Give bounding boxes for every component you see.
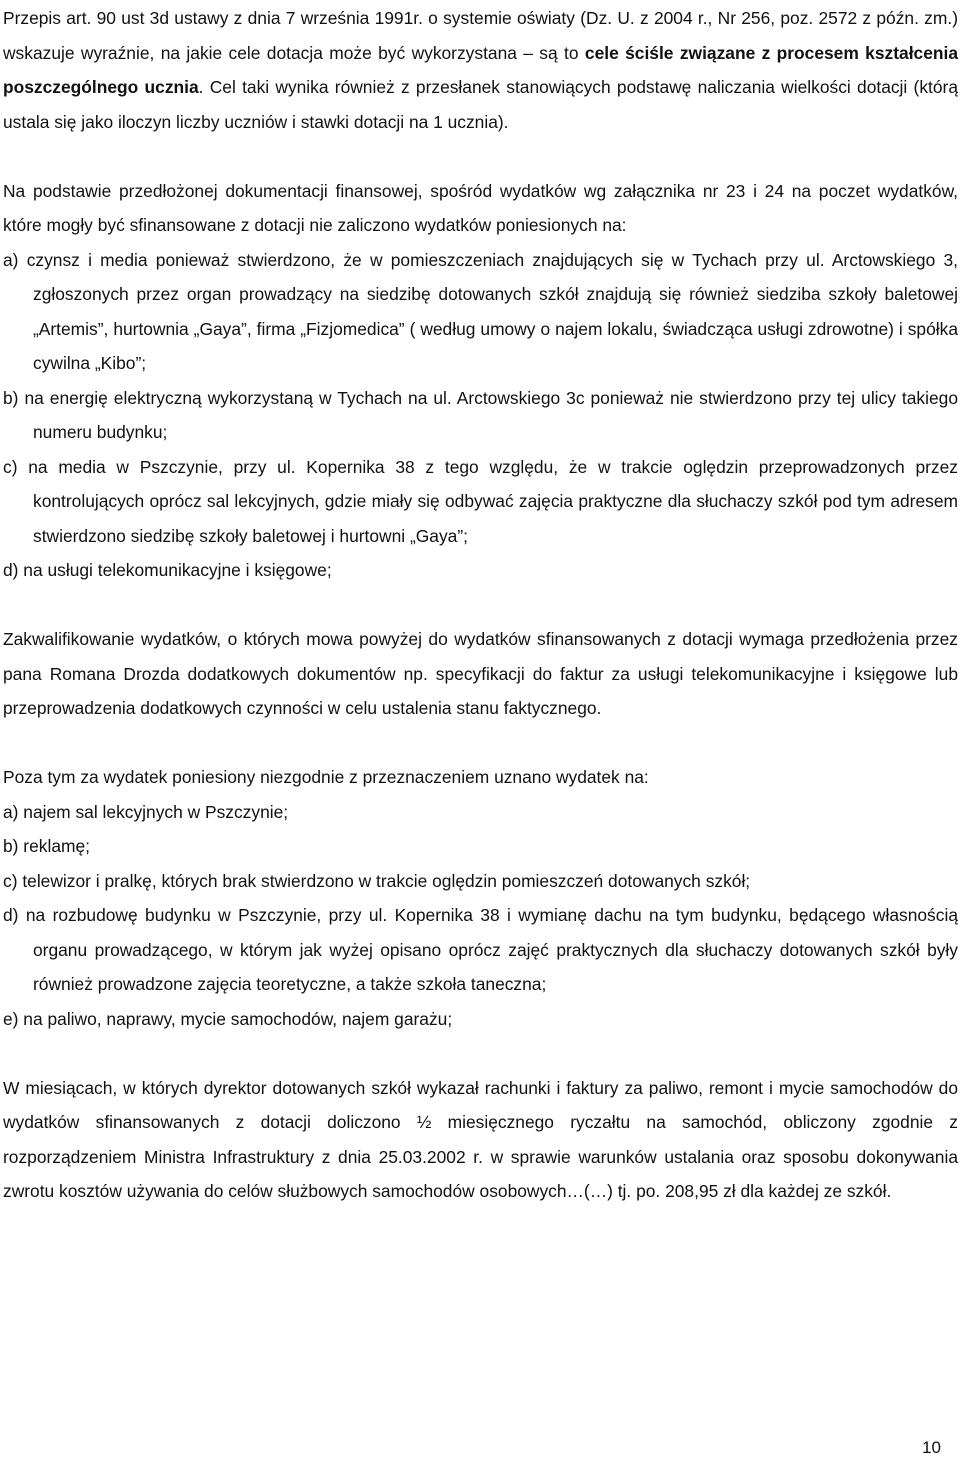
list-item: a) najem sal lekcyjnych w Pszczynie; — [3, 801, 289, 822]
paragraph-improper-expenses-intro: Poza tym za wydatek poniesiony niezgodnie z przeznaczeniem uznano wydatek na: — [3, 767, 649, 787]
page-number: 10 — [922, 1438, 941, 1457]
list-item: b) na energię elektryczną wykorzystaną w Tychach na ul. Arctowskiego 3c ponieważ nie stwierdzono przy tej ulicy takiego numeru budynku; — [3, 387, 958, 442]
paragraph-car-allowance: W miesiącach, w których dyrektor dotowanych szkół wykazał rachunki i faktury za paliwo, remont i mycie samochodów do wydatków sfinansowanych z dotacji doliczono ½ miesięcznego ryczałtu na samochód, obliczony zgodnie z rozporządzeniem Ministra Infrastruktury z dnia 25.03.2002 r. w sprawie warunków ustalania oraz sposobu dokonywania zwrotu kosztów używania do celów służbowych samochodów osobowych…(…) tj. po. 208,95 zł dla każdej ze szkół. — [3, 1077, 958, 1201]
list-improper-expenses — [3, 795, 958, 1037]
list-item: a) czynsz i media ponieważ stwierdzono, że w pomieszczeniach znajdujących się w Tychach przy ul. Arctowskiego 3, zgłoszonych przez organ prowadzący na siedzibę dotowanych szkół znajdują się również siedziba szkoły baletowej „Artemis”, hurtownia „Gaya”, firma „Fizjomedica” ( według umowy o najem lokalu, świadcząca usługi zdrowotne) i spółka cywilna „Kibo”; — [3, 249, 958, 373]
paragraph-excluded-expenses-intro: Na podstawie przedłożonej dokumentacji finansowej, spośród wydatków wg załącznika nr 23 i 24 na poczet wydatków, które mogły być sfinansowane z dotacji nie zaliczono wydatków poniesionych na: — [3, 180, 958, 235]
list-item: e) na paliwo, naprawy, mycie samochodów, najem garażu; — [3, 1008, 453, 1029]
list-item: b) reklamę; — [3, 836, 90, 856]
list-item: d) na usługi telekomunikacyjne i księgowe; — [3, 560, 332, 580]
paragraph-text: Przepis art. 90 ust 3d ustawy z dnia 7 września 1991r. o systemie oświaty (Dz. U. z 2004 r., Nr 256, poz. 2572 z późn. zm.) wskazuje wyraźnie, na jakie cele dotacja może być wykorzystana – są to — [3, 8, 958, 63]
bold-emphasis: cele ściśle związane z procesem kształcenia poszczególnego ucznia — [3, 42, 958, 97]
paragraph-legal-basis — [3, 1, 958, 139]
document-page — [3, 0, 958, 1209]
list-item: d) na rozbudowę budynku w Pszczynie, przy ul. Kopernika 38 i wymianę dachu na tym budynku, będącego własnością organu prowadzącego, w którym jak wyżej opisano oprócz zajęć praktycznych dla słuchaczy dotowanych szkół były również prowadzone zajęcia teoretyczne, a także szkoła taneczna; — [3, 905, 958, 994]
list-item: c) telewizor i pralkę, których brak stwierdzono w trakcie oględzin pomieszczeń dotowanych szkół; — [3, 870, 751, 891]
paragraph-qualification: Zakwalifikowanie wydatków, o których mowa powyżej do wydatków sfinansowanych z dotacji wymaga przedłożenia przez pana Romana Drozda dodatkowych dokumentów np. specyfikacji do faktur za usługi telekomunikacyjne i księgowe lub przeprowadzenia dodatkowych czynności w celu ustalenia stanu faktycznego. — [3, 629, 958, 718]
list-item: c) na media w Pszczynie, przy ul. Kopernika 38 z tego względu, że w trakcie oględzin przeprowadzonych przez kontrolujących oprócz sal lekcyjnych, gdzie miały się odbywać zajęcia praktyczne dla słuchaczy szkół pod tym adresem stwierdzono siedzibę szkoły baletowej i hurtowni „Gaya”; — [3, 456, 958, 546]
paragraph-text: . Cel taki wynika również z przesłanek stanowiących podstawę naliczania wielkości dotacji (którą ustala się jako iloczyn liczby uczniów i stawki dotacji na 1 ucznia). — [3, 77, 958, 132]
list-excluded-expenses — [3, 243, 958, 588]
